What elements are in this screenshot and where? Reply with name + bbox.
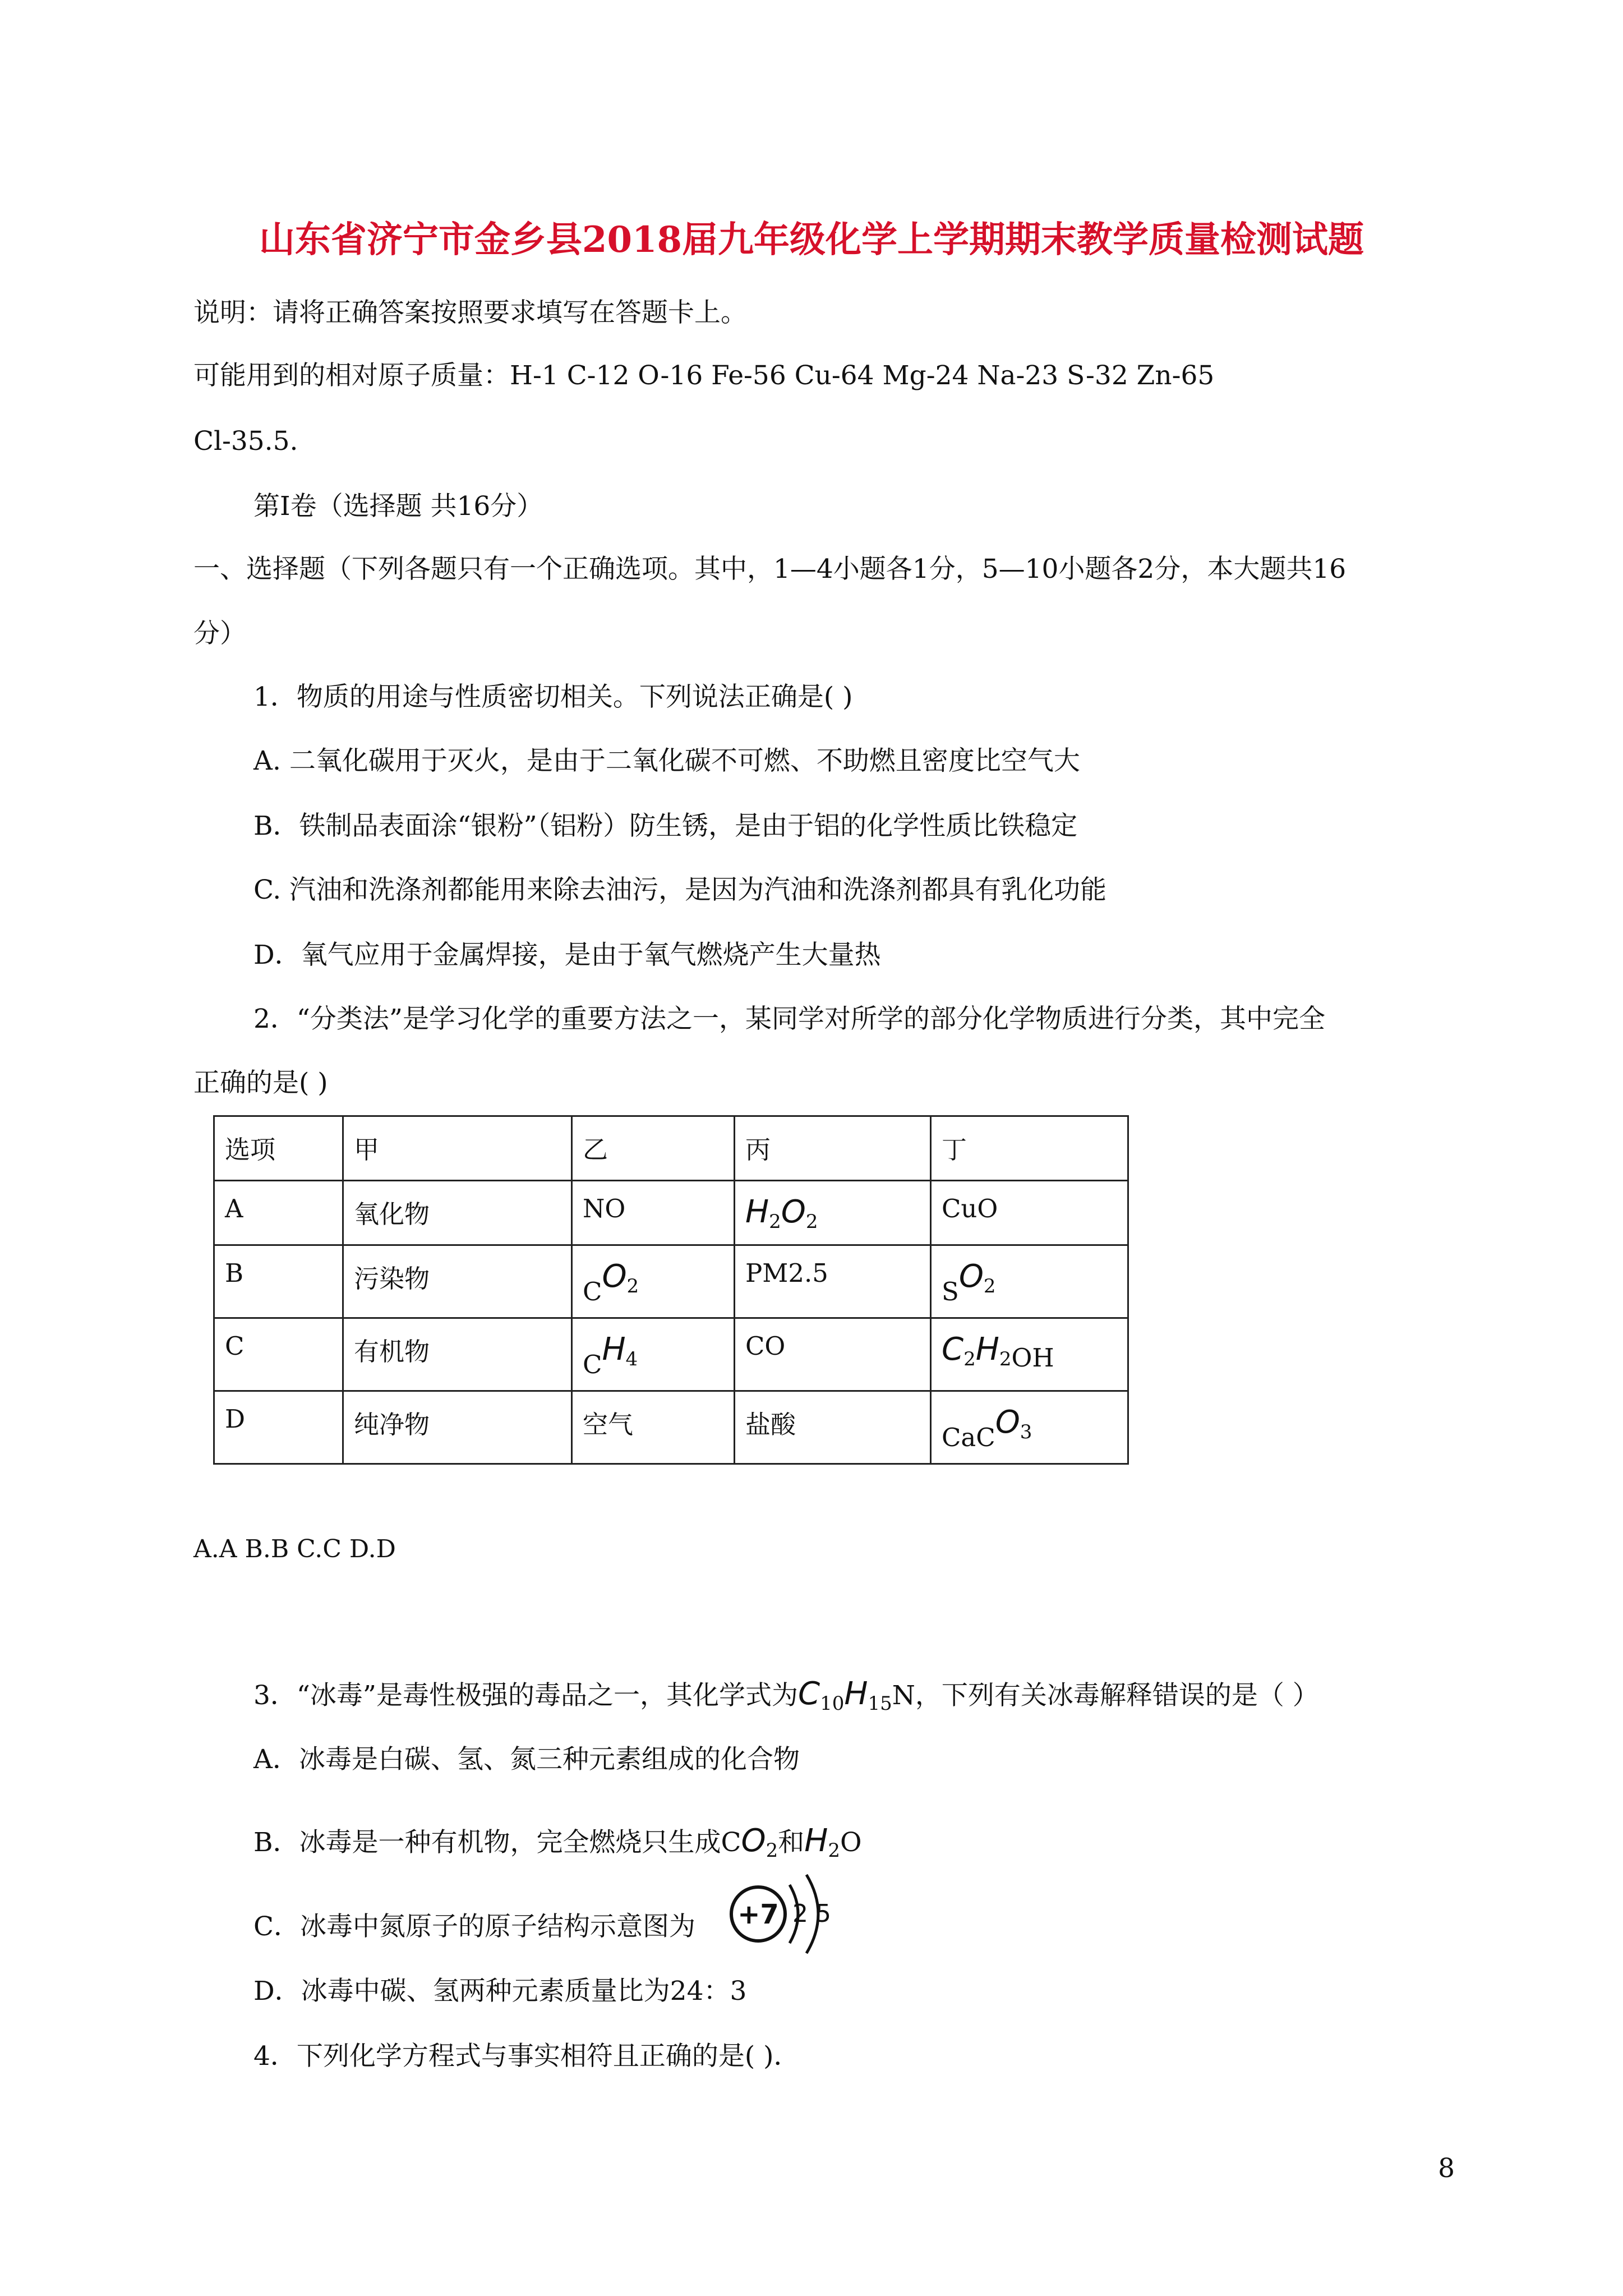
question-2-stem: 2．“分类法”是学习化学的重要方法之一，某同学对所学的部分化学物质进行分类，其中完全	[253, 1004, 1325, 1034]
table-cell: $SO_2$	[931, 1245, 1128, 1318]
question-2-choices: A.A B.B C.C D.D	[193, 1535, 396, 1563]
question-1-option-c: C. 汽油和洗涤剂都能用来除去油污，是因为汽油和洗涤剂都具有乳化功能	[253, 875, 1107, 905]
instructions-note: 说明：请将正确答案按照要求填写在答题卡上。	[193, 297, 747, 328]
table-cell: CO	[735, 1318, 931, 1391]
table-cell: A	[214, 1181, 343, 1245]
table-cell: PM2.5	[735, 1245, 931, 1318]
table-header-cell: 选项	[214, 1116, 343, 1181]
table-header-cell: 丁	[931, 1116, 1128, 1181]
table-cell: 空气	[572, 1391, 735, 1464]
question-2-stem-cont: 正确的是( )	[193, 1068, 328, 1098]
atomic-masses-line: 可能用到的相对原子质量：H-1 C-12 O-16 Fe-56 Cu-64 Mg-24 Na-23 S-32 Zn-65	[193, 360, 1215, 391]
table-header-row	[214, 1116, 1128, 1181]
question-3-option-b: B．冰毒是一种有机物，完全燃烧只生成$CO_2$和$H_2O$	[253, 1823, 862, 1862]
section-heading: 第Ⅰ卷（选择题 共16分）	[253, 491, 543, 522]
page-title: 山东省济宁市金乡县2018届九年级化学上学期期末教学质量检测试题	[259, 219, 1364, 261]
atom-shell-1-label: 2	[792, 1899, 808, 1928]
table-cell: CuO	[931, 1181, 1128, 1245]
table-cell: 纯净物	[343, 1391, 572, 1464]
atom-shell-2-label: 5	[815, 1899, 831, 1928]
atomic-masses-line-cont: Cl-35.5.	[193, 426, 298, 457]
table-cell: 盐酸	[735, 1391, 931, 1464]
table-row	[214, 1245, 1128, 1318]
part-instructions: 一、选择题（下列各题只有一个正确选项。其中，1—4小题各1分，5—10小题各2分，本大题共16	[193, 554, 1347, 585]
question-1-option-d: D．氧气应用于金属焊接，是由于氧气燃烧产生大量热	[253, 940, 881, 970]
table-cell: 污染物	[343, 1245, 572, 1318]
table-cell: B	[214, 1245, 343, 1318]
table-cell: D	[214, 1391, 343, 1464]
question-1-option-b: B．铁制品表面涂“银粉”（铝粉）防生锈，是由于铝的化学性质比铁稳定	[253, 811, 1078, 841]
table-cell: NO	[572, 1181, 735, 1245]
table-header-cell: 乙	[572, 1116, 735, 1181]
table-cell: $C_2H_2OH$	[931, 1318, 1128, 1391]
question-1-stem: 1．物质的用途与性质密切相关。下列说法正确是( )	[253, 682, 853, 712]
question-3-option-d: D．冰毒中碳、氢两种元素质量比为24：3	[253, 1976, 747, 2007]
atom-nucleus-label: +7	[737, 1899, 779, 1930]
table-row	[214, 1318, 1128, 1391]
table-cell: 氧化物	[343, 1181, 572, 1245]
table-cell: 有机物	[343, 1318, 572, 1391]
table-header-cell: 丙	[735, 1116, 931, 1181]
part-instructions-cont: 分）	[193, 618, 246, 649]
table-cell: $CO_2$	[572, 1245, 735, 1318]
table-cell: C	[214, 1318, 343, 1391]
classification-table	[213, 1115, 1129, 1465]
question-3-stem: 3．“冰毒”是毒性极强的毒品之一，其化学式为$C_{10}H_{15}N$，下列有关冰毒解释错误的是（ ）	[253, 1676, 1319, 1715]
table-row	[214, 1181, 1128, 1245]
table-cell: $H_2O_2$	[735, 1181, 931, 1245]
table-cell: $CH_4$	[572, 1318, 735, 1391]
nitrogen-atom-structure-diagram	[723, 1868, 858, 1975]
question-4-stem: 4．下列化学方程式与事实相符且正确的是( )．	[253, 2041, 800, 2072]
table-header-cell: 甲	[343, 1116, 572, 1181]
table-cell: CaCO$_3$	[931, 1391, 1128, 1464]
question-3-option-c: C．冰毒中氮原子的原子结构示意图为	[253, 1911, 695, 1942]
question-1-option-a: A. 二氧化碳用于灭火，是由于二氧化碳不可燃、不助燃且密度比空气大	[253, 746, 1080, 776]
question-3-option-a: A．冰毒是白碳、氢、氮三种元素组成的化合物	[253, 1744, 800, 1775]
page-number: 8	[1438, 2153, 1455, 2184]
table-row	[214, 1391, 1128, 1464]
